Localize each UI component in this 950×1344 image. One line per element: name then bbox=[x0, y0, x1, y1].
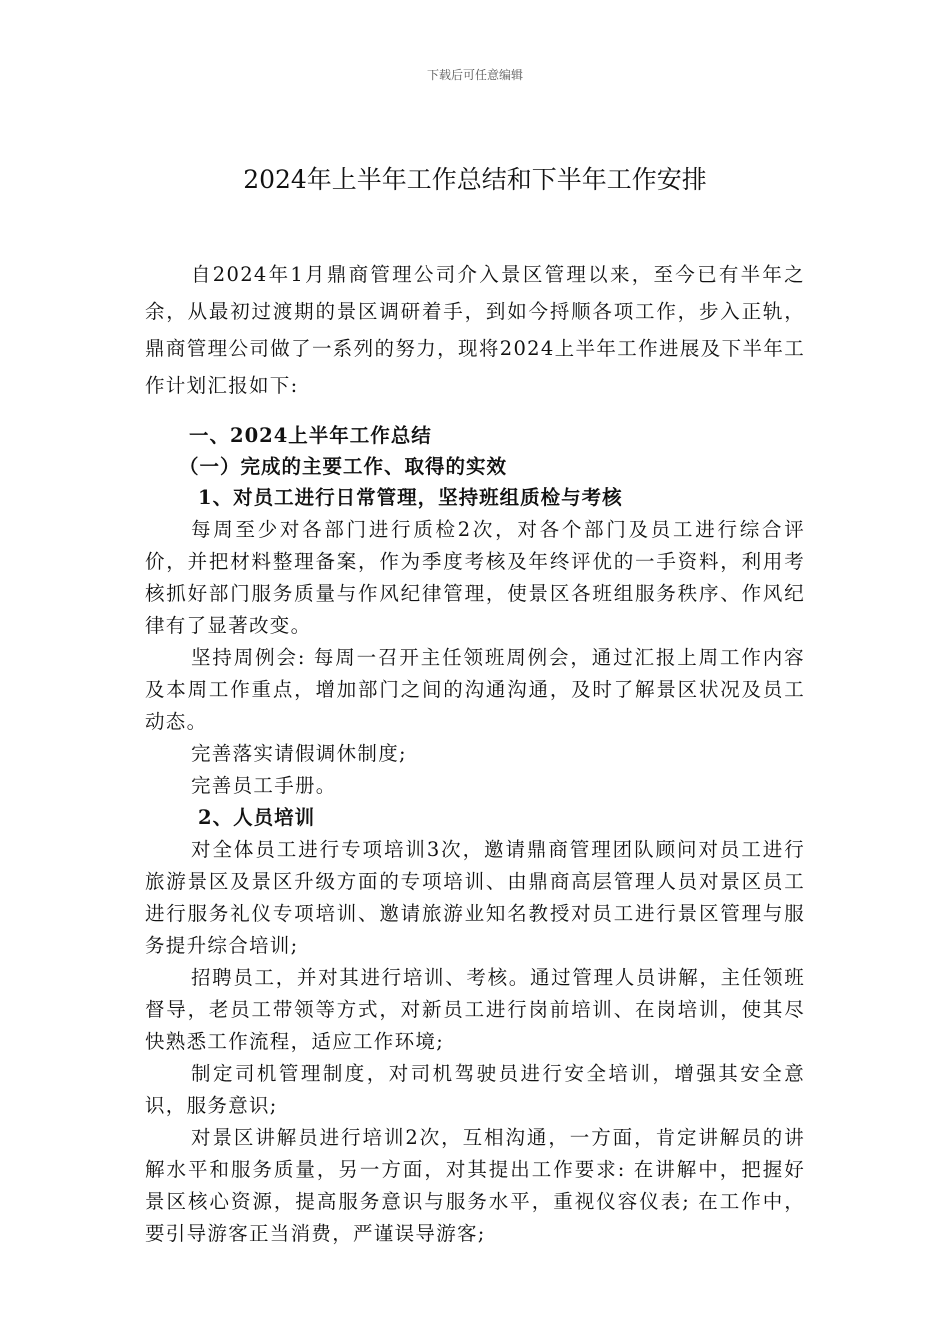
subsection-heading: （一）完成的主要工作、取得的实效 bbox=[179, 455, 508, 478]
item-heading-1: 1、对员工进行日常管理，坚持班组质检与考核 bbox=[198, 486, 623, 509]
intro-paragraph: 自2024年1月鼎商管理公司介入景区管理以来，至今已有半年之余，从最初过渡期的景区调研着手，到如今捋顺各项工作，步入正轨，鼎商管理公司做了一系列的努力，现将2024上半年工作进展及下半年工作计划汇报如下: bbox=[145, 263, 805, 397]
body-paragraph: 招聘员工，并对其进行培训、考核。通过管理人员讲解，主任领班督导，老员工带领等方式，对新员工进行岗前培训、在岗培训，使其尽快熟悉工作流程，适应工作环境; bbox=[145, 966, 805, 1053]
watermark-text: 下载后可任意编辑 bbox=[426, 68, 523, 82]
body-paragraph: 对景区讲解员进行培训2次，互相沟通，一方面，肯定讲解员的讲解水平和服务质量，另一方面，对其提出工作要求: 在讲解中，把握好景区核心资源，提高服务意识与服务水平，重视仪容仪表; 在工作中，要引导游客正当消费，严谨误导游客; bbox=[145, 1126, 805, 1245]
body-paragraph: 每周至少对各部门进行质检2次，对各个部门及员工进行综合评价，并把材料整理备案，作为季度考核及年终评优的一手资料，利用考核抓好部门服务质量与作风纪律管理，使景区各班组服务秩序、作风纪律有了显著改变。 bbox=[145, 518, 805, 637]
body-paragraph: 完善员工手册。 bbox=[191, 774, 337, 797]
body-paragraph: 对全体员工进行专项培训3次，邀请鼎商管理团队顾问对员工进行旅游景区及景区升级方面的专项培训、由鼎商高层管理人员对景区员工进行服务礼仪专项培训、邀请旅游业知名教授对员工进行景区管理与服务提升综合培训; bbox=[145, 838, 805, 957]
body-paragraph: 完善落实请假调休制度; bbox=[191, 742, 407, 765]
page-title: 2024年上半年工作总结和下半年工作安排 bbox=[243, 165, 707, 194]
body-paragraph: 坚持周例会: 每周一召开主任领班周例会，通过汇报上周工作内容及本周工作重点，增加部门之间的沟通沟通，及时了解景区状况及员工动态。 bbox=[145, 646, 805, 733]
item-heading-2: 2、人员培训 bbox=[198, 806, 316, 829]
document-body bbox=[145, 420, 805, 1250]
section-heading: 一、2024上半年工作总结 bbox=[189, 424, 432, 447]
body-paragraph: 制定司机管理制度，对司机驾驶员进行安全培训，增强其安全意识，服务意识; bbox=[145, 1062, 805, 1117]
